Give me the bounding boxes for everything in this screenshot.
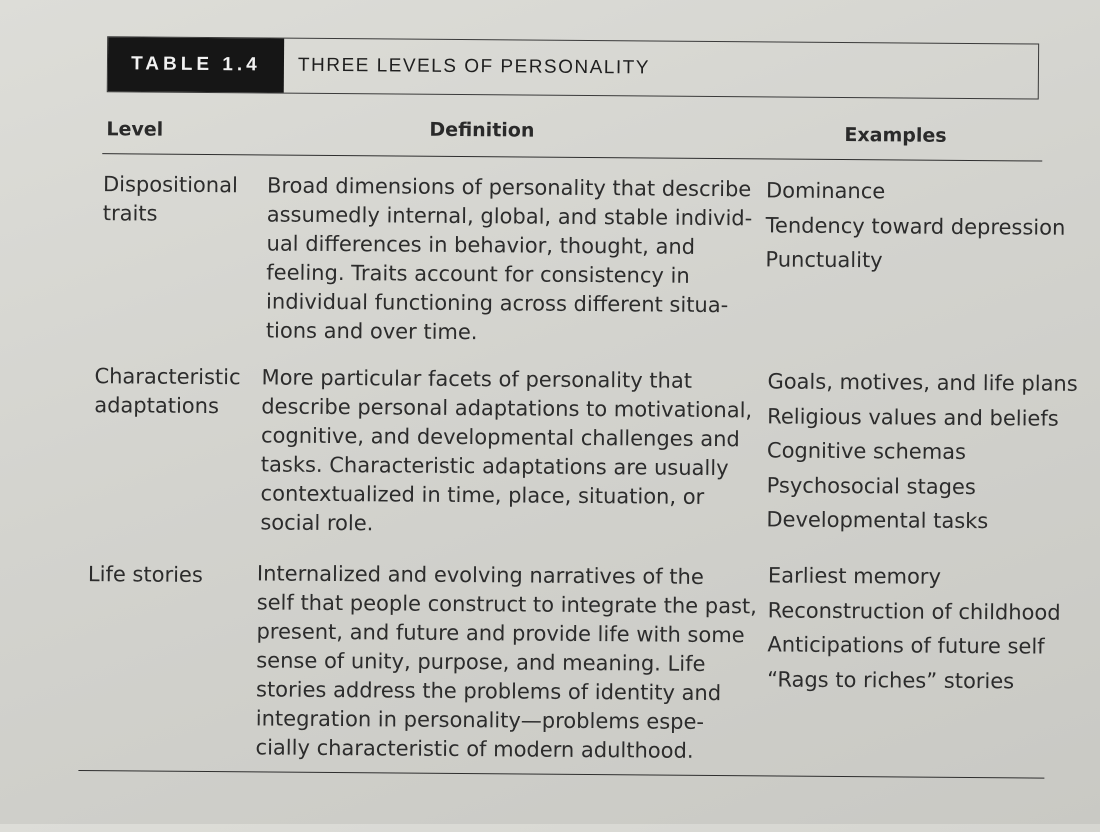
level-line: Characteristic	[94, 364, 241, 390]
row-2-examples	[766, 364, 1078, 539]
example-item: “Rags to riches” stories	[767, 666, 1015, 693]
definition-line: self that people construct to integrate the past,	[256, 590, 757, 619]
table-number-tag: TABLE 1.4	[108, 37, 284, 92]
row-2-definition	[260, 363, 761, 541]
definition-line: feeling. Traits account for consistency in	[266, 260, 690, 288]
table-title-box	[107, 36, 1039, 99]
definition-line: tions and over time.	[265, 318, 478, 345]
definition-line: ual differences in behavior, thought, and	[266, 231, 696, 259]
example-item: Psychosocial stages	[766, 472, 976, 499]
table-bottom-rule	[78, 770, 1044, 779]
definition-line: Broad dimensions of personality that describe	[266, 173, 752, 202]
definition-line: social role.	[260, 510, 374, 536]
definition-line: More particular facets of personality that	[261, 365, 693, 393]
definition-line: sense of unity, purpose, and meaning. Life	[256, 648, 706, 676]
header-rule	[102, 153, 1042, 161]
column-header-examples: Examples	[844, 124, 947, 147]
example-item: Religious values and beliefs	[767, 403, 1059, 431]
level-line: traits	[102, 201, 158, 226]
row-3-level	[88, 560, 248, 590]
example-item: Developmental tasks	[766, 507, 989, 534]
definition-line: contextualized in time, place, situation, or	[260, 481, 705, 509]
example-item: Anticipations of future self	[767, 632, 1045, 659]
definition-line: cially characteristic of modern adulthood.	[255, 735, 694, 763]
example-item: Dominance	[765, 178, 886, 204]
definition-line: cognitive, and developmental challenges and	[260, 423, 740, 452]
definition-line: tasks. Characteristic adaptations are usually	[260, 452, 729, 481]
level-line: Life stories	[87, 562, 203, 587]
row-3-examples	[767, 558, 1068, 698]
column-header-definition: Definition	[429, 118, 535, 142]
example-item: Tendency toward depression	[765, 212, 1066, 240]
row-1-definition	[266, 171, 767, 349]
column-header-level: Level	[106, 118, 164, 141]
definition-line: assumedly internal, global, and stable individ-	[266, 202, 753, 231]
level-line: adaptations	[94, 393, 220, 419]
example-item: Punctuality	[765, 247, 883, 273]
row-1-level	[103, 170, 263, 229]
definition-line: Internalized and evolving narratives of the	[256, 561, 704, 589]
definition-line: individual functioning across different situa-	[266, 289, 729, 318]
row-3-definition	[255, 559, 757, 766]
example-item: Cognitive schemas	[766, 438, 967, 464]
example-item: Reconstruction of childhood	[767, 597, 1061, 625]
definition-line: present, and future and provide life with some	[256, 619, 745, 648]
example-item: Earliest memory	[767, 563, 942, 589]
definition-line: integration in personality—problems espe-	[255, 706, 705, 734]
definition-line: describe personal adaptations to motivational,	[261, 394, 753, 423]
row-1-examples	[765, 173, 1066, 279]
row-2-level	[94, 362, 254, 421]
definition-line: stories address the problems of identity and	[255, 677, 722, 706]
table-title: THREE LEVELS OF PERSONALITY	[297, 54, 651, 79]
level-line: Dispositional	[102, 172, 238, 198]
example-item: Goals, motives, and life plans	[767, 369, 1078, 396]
